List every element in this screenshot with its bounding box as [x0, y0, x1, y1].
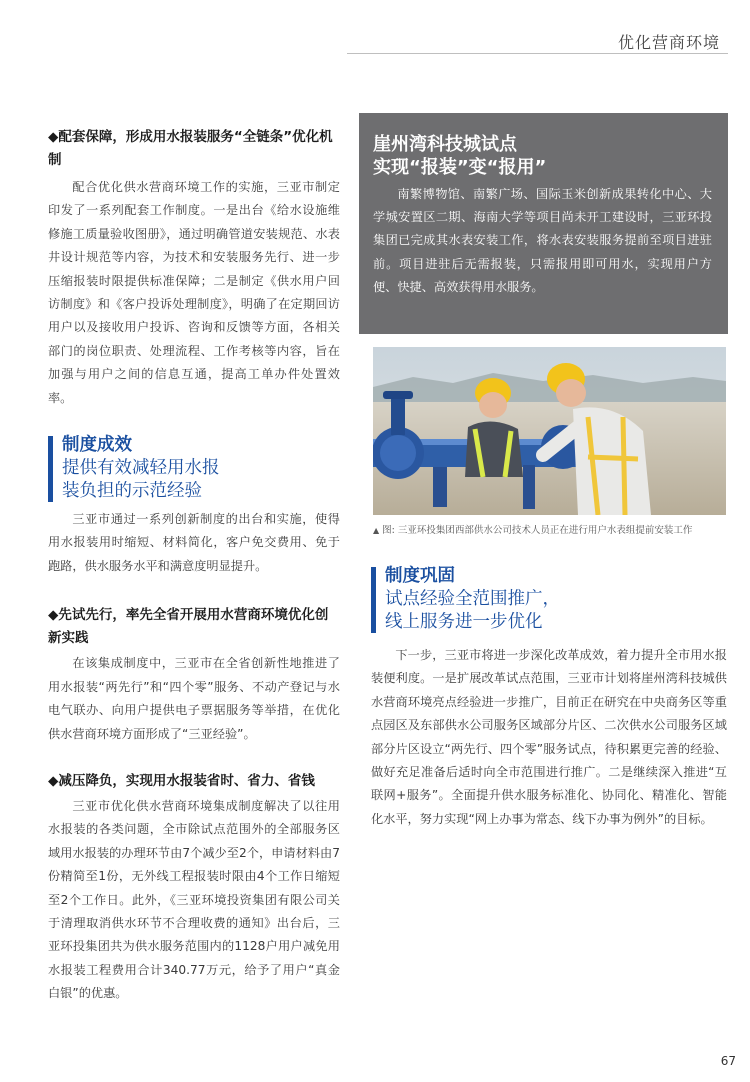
- section-heading-line3: 装负担的示范经验: [62, 481, 202, 502]
- subsection-title-pilot: ◆先试先行，率先全省开展用水营商环境优化创新实践: [48, 607, 329, 647]
- section-heading-line3: 线上服务进一步优化: [385, 612, 543, 632]
- section-heading-results: [48, 434, 340, 503]
- subsection-title-reduce: ◆减压降负，实现用水报装省时、省力、省钱: [48, 772, 315, 789]
- photo-caption-text: 图: 三亚环投集团西部供水公司技术人员正在进行用户水表组提前安装工作: [382, 525, 693, 536]
- heading-accent-bar: [371, 567, 376, 633]
- section-heading-line1: 制度巩固: [385, 566, 455, 586]
- highlight-box-body: 南繁博物馆、南繁广场、国际玉米创新成果转化中心、大学城安置区二期、海南大学等项目尚未开工建设时，三亚环投集团已完成其水表安装工作，将水表安装服务提前至项目进驻前。项目进驻后无需报装，只需报用即可用水，实现用户方便、快捷、高效获得用水服务。: [373, 187, 712, 294]
- page-number: 67: [720, 1054, 736, 1068]
- highlight-box: [359, 113, 728, 334]
- section-heading-line1: 制度成效: [62, 435, 132, 456]
- paragraph-reduce: 三亚市优化供水营商环境集成制度解决了以往用水报装的各类问题，全市除试点范围外的全部服务区域用水报装的办理环节由7个减少至2个，申请材料由7份精简至1份，无外线工程报装时限由4个工作日缩短至2个工作日。此外，《三亚环境投资集团有限公司关于清理取消供水环节不合理收费的通知》出台后，三亚环投集团共为供水服务范围内的1128户用户减免用水报装工程费用合计340.77万元，给予了用户“真金白银”的优惠。: [48, 798, 340, 1001]
- section-heading-line2: 试点经验全范围推广，: [385, 589, 560, 609]
- highlight-title-line1: 崖州湾科技城试点: [373, 134, 517, 155]
- header-divider: [347, 53, 728, 54]
- subsection-title-supporting: ◆配套保障，形成用水报装服务“全链条”优化机制: [48, 129, 333, 168]
- paragraph-supporting: 配合优化供水营商环境工作的实施，三亚市制定印发了一系列配套工作制度。一是出台《给水设施维修施工质量验收图册》，通过明确管道安装规范、水表井设计规范等内容，为技术和安装服务先行、进一步压缩报装时限提供标准保障；二是制定《供水用户回访制度》和《客户投诉处理制度》，明确了在定期回访用户以及接收用户投诉、咨询和反馈等方面，各相关部门的岗位职责、处理流程、工作考核等内容，旨在加强与用户之间的信息互通，提高工单办件处置效率。: [48, 180, 340, 405]
- triangle-icon: ▲: [373, 526, 380, 535]
- section-heading-consolidate: [371, 565, 727, 634]
- paragraph-consolidate: 下一步，三亚市将进一步深化改革成效，着力提升全市用水报装便利度。一是扩展改革试点范围，三亚市计划将崖州湾科技城供水营商环境亮点经验进一步推广，目前正在研究在中央商务区等重点园区及东部供水公司服务区域部分片区、二次供水公司服务区域部分片区设立“两先行、四个零”服务试点，待积累更完善的经验、做好充足准备后适时向全市范围进行推广。二是继续深入推进“互联网+服务”。全面提升供水服务标准化、协同化、精准化、智能化水平，努力实现“网上办事为常态、线下办事为例外”的目标。: [371, 648, 727, 826]
- paragraph-results: 三亚市通过一系列创新制度的出台和实施，使得用水报装用时缩短、材料简化，客户免交费用、免于跑路，供水服务水平和满意度明显提升。: [48, 512, 340, 573]
- right-lower-column: [371, 565, 727, 831]
- paragraph-pilot: 在该集成制度中，三亚市在全省创新性地推进了用水报装“两先行”和“四个零”服务、不动产登记与水电气联办、向用户提供电子票据服务等举措，在优化供水营商环境方面形成了“三亚经验”。: [48, 656, 340, 741]
- highlight-title-line2: 实现“报装”变“报用”: [373, 157, 547, 178]
- heading-accent-bar: [48, 436, 53, 502]
- highlight-box-title: [373, 133, 546, 179]
- section-heading-line2: 提供有效减轻用水报: [62, 458, 220, 479]
- photo-caption: [373, 523, 716, 538]
- workers-photo: [373, 347, 726, 515]
- left-column: [48, 126, 340, 1006]
- header-title: 优化营商环境: [617, 33, 720, 52]
